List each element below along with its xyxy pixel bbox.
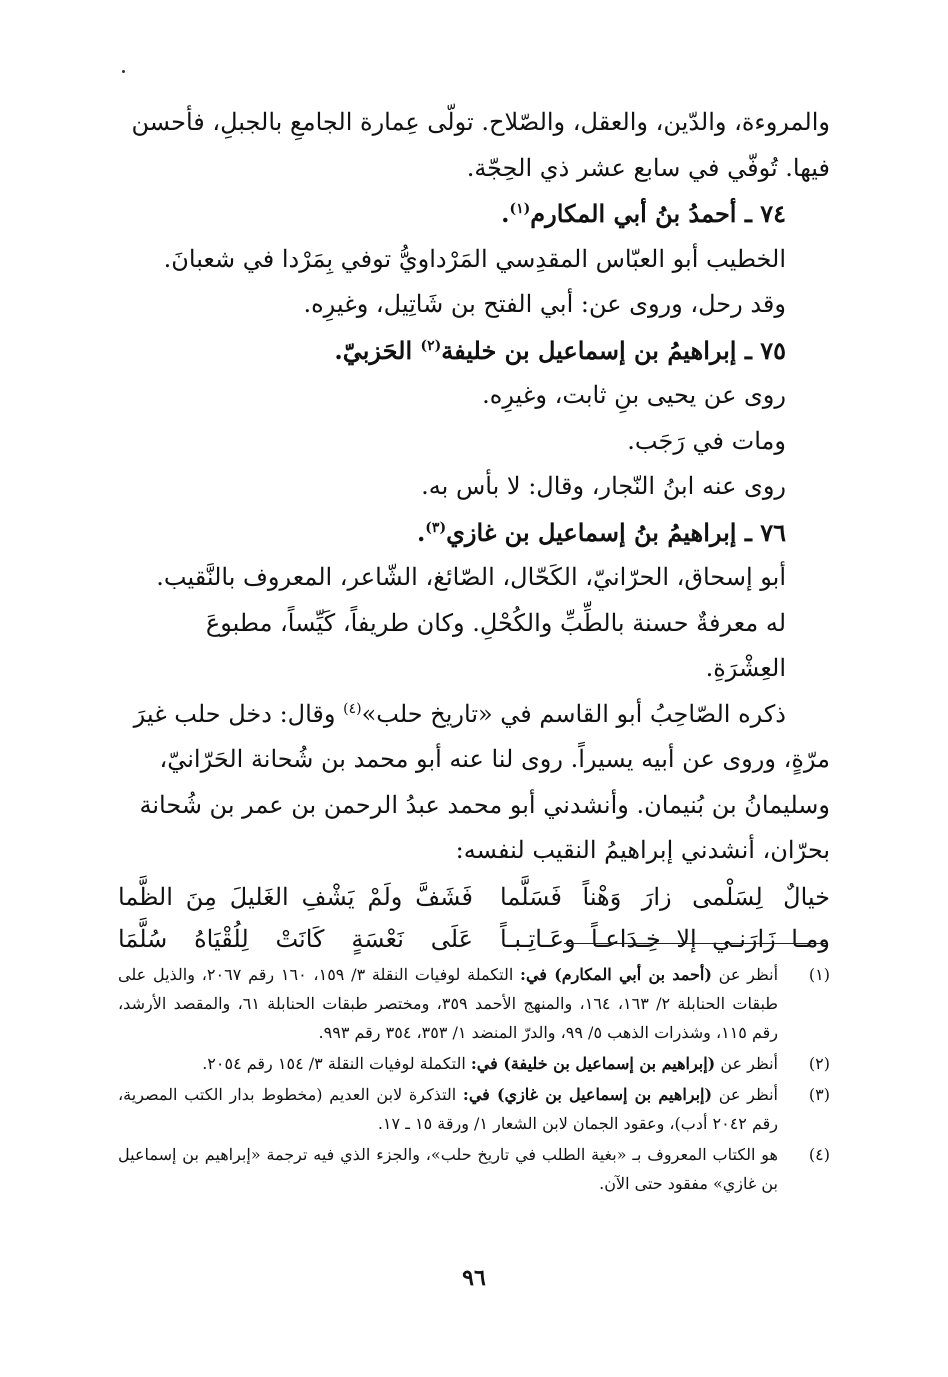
entry-76-para-line-4: بحرّان، أنشدني إبراهيمُ النقيب لنفسه: [455, 836, 830, 864]
entry-76-para-text-a: ذكره الصّاحِبُ أبو القاسم في «تاريخ حلب» [361, 699, 786, 728]
entry-76-title-text: ٧٦ ـ إبراهيمُ بنُ إسماعيل بن غازي [446, 517, 786, 547]
footnote-lead: أنظر عن [715, 1054, 778, 1073]
footnote-2 [118, 1049, 830, 1078]
footnote-number: (٤) [808, 1145, 830, 1164]
footnote-4 [118, 1140, 830, 1198]
poem-verse-2 [118, 918, 830, 960]
verse-2-first-hemistich: ومـا زَارَنـي إلا خِـدَاعـاً وعَـاتِـبـاً [500, 924, 830, 953]
footnote-3 [118, 1080, 830, 1138]
entry-76-para-text-b: وقال: دخل حلب غيرَ [133, 699, 344, 728]
entry-75-line-2: ومات في رَجَب. [627, 426, 786, 455]
entry-76-title [118, 510, 830, 556]
entry-76-title-end: . [416, 517, 426, 547]
poem-verse-1 [118, 876, 830, 918]
footnote-separator [564, 943, 826, 944]
entry-74-line-2: وقد رحل، وروى عن: أبي الفتح بن شَاتِيل، وغيرِه. [303, 290, 786, 318]
entry-74-title-end: . [501, 199, 510, 228]
footnote-body: التذكرة لابن العديم (مخطوط بدار الكتب المصرية، رقم ٢٠٤٢ أدب)، وعقود الجمان لابن الشعار ١/ ورقة ١٥ ـ ١٧. [118, 1085, 778, 1133]
page-number: ٩٦ [462, 1265, 486, 1291]
entry-74-line-1: الخطيب أبو العبّاس المقدِسي المَرْداويُّ توفي بِمَرْدا في شعبانَ. [163, 244, 786, 273]
footnote-lead: أنظر عن [711, 965, 779, 984]
footnote-ref-2[interactable]: (٢) [420, 337, 442, 354]
entry-76-line-1: أبو إسحاق، الحرّانيّ، الكَحّال، الصّائغ، الشّاعر، المعروف بالنَّقيب. [156, 563, 786, 591]
entry-76-line-2: له معرفةٌ حسنة بالطِّبِّ والكُحْلِ. وكان طريفاً، كَيِّساً، مطبوعَ العِشْرَةِ. [205, 608, 786, 682]
verse-2-second-hemistich: عَلَى نَعْسَةٍ كَانَتْ لِلُقْيَاهُ سُلَّمَا [118, 924, 473, 953]
page-speck [122, 70, 125, 73]
footnote-ref-3[interactable]: (٣) [425, 519, 447, 536]
footnote-subject: (إبراهيم بن إسماعيل بن غازي) في: [462, 1085, 713, 1104]
intro-line-2: فيها. تُوفّي في سابع عشر ذي الحِجّة. [466, 153, 830, 182]
footnote-subject: (أحمد بن أبي المكارم) في: [520, 965, 712, 984]
intro-line-1: والمروءة، والدّين، والعقل، والصّلاح. تولّى عِمارة الجامعِ بالجبلِ، فأحسن [131, 108, 830, 136]
footnote-ref-4[interactable]: (٤) [343, 700, 362, 717]
footnote-lead: أنظر عن [712, 1085, 779, 1104]
footnote-1 [118, 960, 830, 1047]
main-text [118, 100, 830, 960]
entry-75-title-tail: الحَزبيّ. [334, 335, 421, 365]
entry-74-title-text: ٧٤ ـ أحمدُ بنُ أبي المكارم [530, 199, 786, 228]
entry-76-para-line-1 [118, 692, 830, 738]
footnote-number: (١) [808, 965, 830, 984]
footnote-number: (٢) [808, 1054, 830, 1073]
footnote-body: التكملة لوفيات النقلة ٣/ ١٥٩، ١٦٠ رقم ٢٠٦٧، والذيل على طبقات الحنابلة ٢/ ١٦٣، ١٦٤، والمنهج الأحمد ٣٥٩، ومختصر طبقات الحنابلة ٦١، والمقصد الأرشد، رقم ١١٥، وشذرات الذهب ٥/ ٩٩، والدرّ المنضد ١/ ٣٥٣، ٣٥٤ رقم ٩٩٣. [118, 965, 779, 1042]
footnote-body: هو الكتاب المعروف بـ «بغية الطلب في تاريخ حلب»، والجزء الذي فيه ترجمة «إبراهيم بن إسماعيل بن غازي» مفقود حتى الآن. [118, 1145, 778, 1193]
entry-75-title [118, 328, 830, 374]
entry-76-para-line-2: مرّةٍ، وروى عن أبيه يسيراً. روى لنا عنه أبو محمد بن شُحانة الحَرّانيّ، [159, 745, 830, 773]
footnote-text [118, 960, 778, 1047]
entry-75-title-text: ٧٥ ـ إبراهيمُ بن إسماعيل بن خليفة [441, 335, 786, 365]
footnote-subject: (إبراهيم بن إسماعيل بن خليفة) في: [470, 1054, 716, 1073]
verse-1-second-hemistich: فَشَفَّ ولَمْ يَشْفِ الغَليلَ مِنَ الظَّما [118, 882, 473, 911]
entry-75-line-1: روى عن يحيى بنِ ثابت، وغيرِه. [482, 381, 786, 409]
footnote-body: التكملة لوفيات النقلة ٣/ ١٥٤ رقم ٢٠٥٤. [202, 1054, 471, 1073]
footnote-text [118, 1080, 778, 1138]
poem [118, 876, 830, 960]
entry-76-para-line-3: وسليمانُ بن بُنيمان. وأنشدني أبو محمد عبدُ الرحمن بن عمر بن شُحانة [139, 790, 830, 819]
verse-1-first-hemistich: خيالٌ لِسَلْمى زارَ وَهْناً فَسَلَّما [500, 882, 830, 911]
entry-75-line-3: روى عنه ابنُ النّجار، وقال: لا بأس به. [421, 472, 786, 500]
footnote-text [118, 1049, 778, 1078]
footnote-number: (٣) [808, 1085, 830, 1104]
footnotes [118, 960, 830, 1200]
entry-74-title [118, 191, 830, 237]
footnote-ref-1[interactable]: (١) [509, 201, 531, 217]
footnote-text [118, 1140, 778, 1198]
